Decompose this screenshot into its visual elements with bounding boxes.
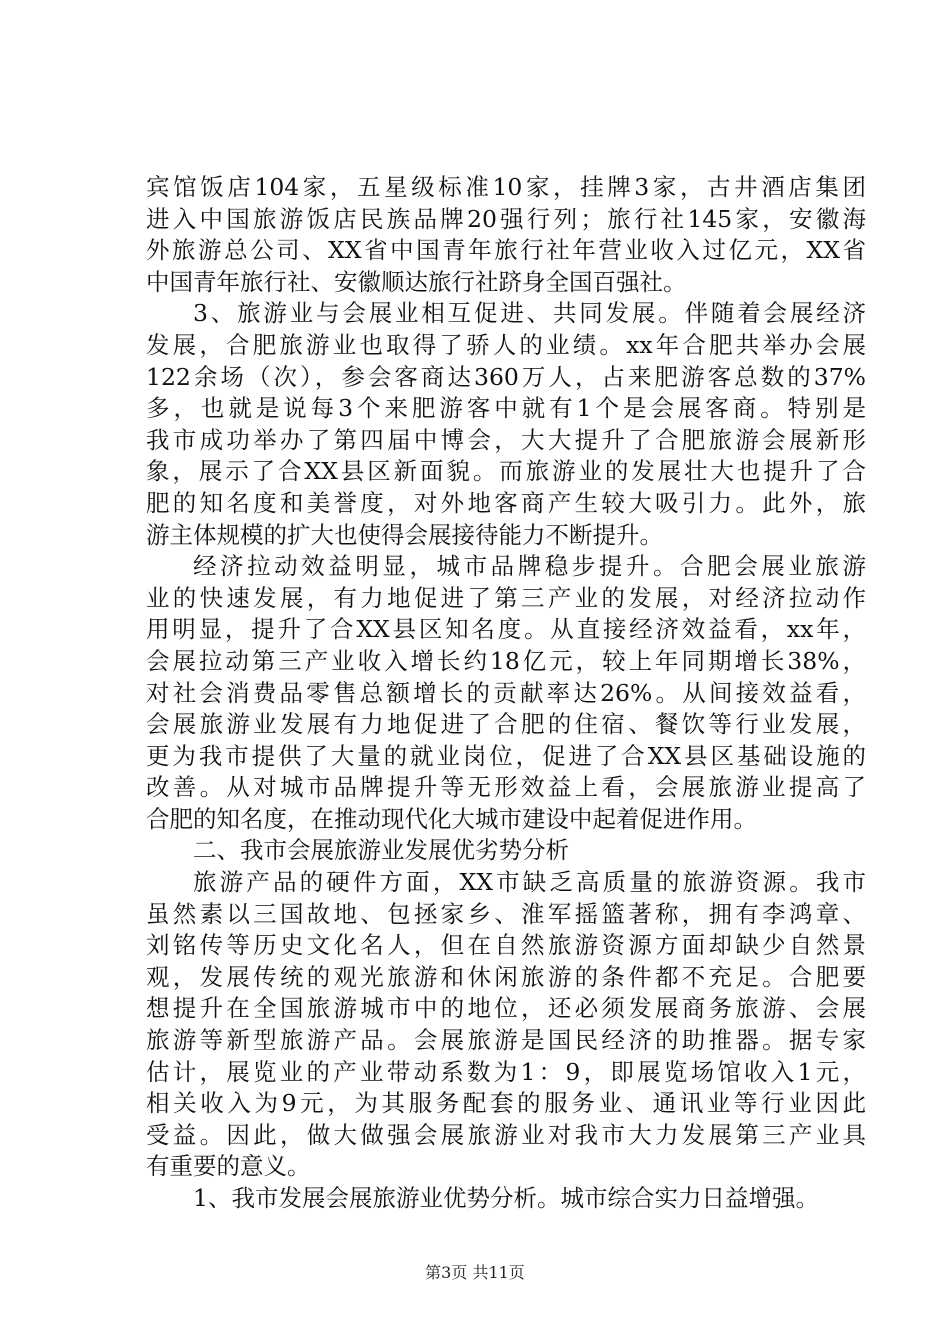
text-line: 业的快速发展，有力地促进了第三产业的发展，对经济拉动作 (146, 583, 866, 612)
text-line: 外旅游总公司、XX省中国青年旅行社年营业收入过亿元，XX省 (146, 236, 866, 265)
text-line: 对社会消费品零售总额增长的贡献率达26%。从间接效益看， (146, 678, 866, 707)
text-line: 刘铭传等历史文化名人，但在自然旅游资源方面却缺少自然景 (146, 931, 866, 960)
text-line: 我市成功举办了第四届中博会，大大提升了合肥旅游会展新形 (146, 425, 866, 454)
text-line: 进入中国旅游饭店民族品牌20强行列；旅行社145家，安徽海 (146, 204, 866, 233)
text-line: 1、我市发展会展旅游业优势分析。城市综合实力日益增强。 (193, 1184, 819, 1212)
text-line: 虽然素以三国故地、包拯家乡、淮军摇篮著称，拥有李鸿章、 (146, 899, 866, 928)
text-line: 会展拉动第三产业收入增长约18亿元，较上年同期增长38%， (146, 646, 866, 675)
text-line: 相关收入为9元，为其服务配套的服务业、通讯业等行业因此 (146, 1089, 866, 1118)
text-line: 象，展示了合XX县区新面貌。而旅游业的发展壮大也提升了合 (146, 457, 866, 486)
text-line: 二、我市会展旅游业发展优劣势分析 (193, 836, 569, 865)
text-line: 经济拉动效益明显，城市品牌稳步提升。合肥会展业旅游 (193, 552, 866, 581)
text-line: 有重要的意义。 (146, 1152, 311, 1181)
text-line: 中国青年旅行社、安徽顺达旅行社跻身全国百强社。 (146, 267, 687, 296)
text-line: 旅游等新型旅游产品。会展旅游是国民经济的助推器。据专家 (146, 1026, 866, 1055)
text-line: 3、旅游业与会展业相互促进、共同发展。伴随着会展经济 (193, 299, 866, 328)
text-line: 合肥的知名度，在推动现代化大城市建设中起着促进作用。 (146, 804, 757, 833)
document-body (146, 172, 866, 1215)
text-line: 用明显，提升了合XX县区知名度。从直接经济效益看，xx年， (146, 615, 866, 644)
text-line: 更为我市提供了大量的就业岗位，促进了合XX县区基础设施的 (146, 741, 866, 770)
page-footer: 第3页 共11页 (425, 1263, 525, 1282)
text-line: 多，也就是说每3个来肥游客中就有1个是会展客商。特别是 (146, 394, 866, 423)
text-line: 观，发展传统的观光旅游和休闲旅游的条件都不充足。合肥要 (146, 962, 866, 991)
text-line: 122余场（次），参会客商达360万人，占来肥游客总数的37% (146, 362, 866, 391)
text-line: 旅游产品的硬件方面，XX市缺乏高质量的旅游资源。我市 (193, 868, 866, 897)
text-line: 游主体规模的扩大也使得会展接待能力不断提升。 (146, 520, 663, 549)
text-line: 想提升在全国旅游城市中的地位，还必须发展商务旅游、会展 (146, 994, 866, 1023)
text-line: 会展旅游业发展有力地促进了合肥的住宿、餐饮等行业发展， (146, 710, 866, 739)
text-line: 改善。从对城市品牌提升等无形效益上看，会展旅游业提高了 (146, 773, 866, 802)
text-line: 发展，合肥旅游业也取得了骄人的业绩。xx年合肥共举办会展 (146, 330, 866, 359)
text-line: 宾馆饭店104家，五星级标准10家，挂牌3家，古井酒店集团 (146, 173, 866, 201)
text-line: 估计，展览业的产业带动系数为1：9，即展览场馆收入1元， (146, 1057, 866, 1086)
text-line: 肥的知名度和美誉度，对外地客商产生较大吸引力。此外，旅 (146, 488, 866, 517)
text-line: 受益。因此，做大做强会展旅游业对我市大力发展第三产业具 (146, 1120, 866, 1149)
